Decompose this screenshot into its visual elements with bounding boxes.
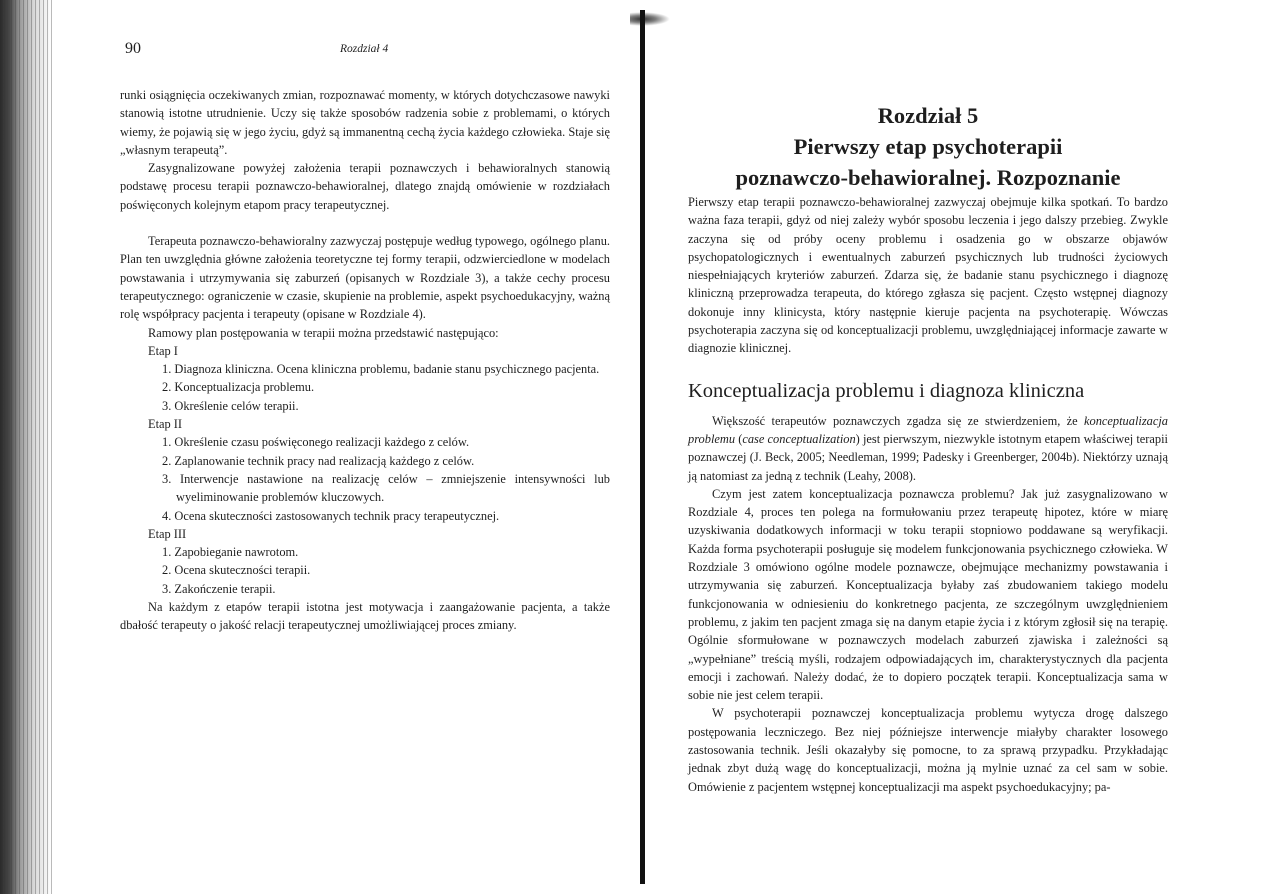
paragraph: runki osiągnięcia oczekiwanych zmian, rozpoznawać momenty, w których dotychczasowe nawyki stanowią istotne utrudnienie. Uczy się także sposobów radzenia sobie z problemami, o których wiemy, że pojawią się w jego życiu, gdyż są immanentną cechą życia każdego człowieka. Staje się „własnym terapeutą”. — [120, 88, 610, 157]
page-number: 90 — [125, 40, 141, 57]
scan-edge-shadow — [0, 0, 52, 894]
left-page — [120, 38, 610, 635]
left-body-text — [120, 86, 610, 635]
list-item: 3. Interwencje nastawione na realizację celów – zmniejszenie intensywności lub wyeliminowanie problemów kluczowych. — [162, 471, 610, 505]
paragraph — [688, 412, 1168, 485]
list-item: 3. Zakończenie terapii. — [162, 581, 276, 596]
stage-block — [120, 342, 610, 415]
chapter-heading — [688, 100, 1168, 193]
text-span: ) jest pierwszym, niezwykle istotnym etapem właściwej terapii poznawczej (J. Beck, 2005; Needleman, 1999; Padesky i Greenberger, 2004b). Niektórzy uznają ją natomiast za jedną z technik (Leahy, 2008). — [688, 431, 1168, 483]
stage-block — [120, 525, 610, 598]
chapter-title-line: Pierwszy etap psychoterapii — [793, 134, 1063, 159]
list-item: 2. Ocena skuteczności terapii. — [162, 563, 311, 578]
list-item: 3. Określenie celów terapii. — [162, 398, 299, 413]
running-title: Rozdział 4 — [340, 43, 389, 55]
paragraph: Zasygnalizowane powyżej założenia terapii poznawczych i behawioralnych stanowią podstawę procesu terapii poznawczo-behawioralnej, dlatego znajdą omówienie w rozdziałach poświęconych kolejnym etapom pracy terapeutycznej. — [120, 161, 610, 212]
italic-term: case conceptualization — [742, 431, 856, 446]
section-heading: Konceptualizacja problemu i diagnoza kliniczna — [688, 379, 1085, 402]
list-item: 2. Konceptualizacja problemu. — [162, 380, 315, 395]
paragraph: W psychoterapii poznawczej konceptualizacja problemu wytycza drogę dalszego postępowania leczniczego. Bez niej późniejsze interwencje miałyby charakter losowego zastosowania technik. Jeśli okazałyby się pomocne, to za sprawą przypadku. Przykładając jednak zbyt dużą wagę do konceptualizacji, można ją mylnie uznać za cel sam w sobie. Omówienie z pacjentem wstępnej konceptualizacji ma aspekt psychoedukacyjny; pa- — [688, 706, 1168, 794]
list-item: 4. Ocena skuteczności zastosowanych technik pracy terapeutycznej. — [162, 508, 500, 523]
text-span: Większość terapeutów poznawczych zgadza się ze stwierdzeniem, że — [712, 413, 1085, 428]
right-body-text — [688, 193, 1168, 796]
text-span: ( — [735, 431, 743, 446]
running-head — [120, 38, 610, 64]
stage-block — [120, 415, 610, 525]
list-item: 1. Określenie czasu poświęconego realizacji każdego z celów. — [162, 435, 470, 450]
paragraph: Czym jest zatem konceptualizacja poznawcza problemu? Jak już zasygnalizowano w Rozdziale 4, proces ten polega na formułowaniu przez terapeutę hipotez, które w miarę uzyskiwania dodatkowych informacji w toku terapii stopniowo poddawane są weryfikacji. Każda forma psychoterapii posługuje się modelem funkcjonowania psychicznego człowieka. W Rozdziale 3 omówiono ogólne modele poznawcze, obejmujące mechanizmy powstawania i utrzymywania się zaburzeń. Konceptualizacja byłaby zaś zbudowaniem takiego modelu funkcjonowania w odniesieniu do konkretnego pacjenta, ze szczególnym uwzględnieniem problemu, z jakim ten pacjent zmaga się na danym etapie życia i z którym zgłosił się na terapię. Ogólnie sformułowane w poznawczych modelach zaburzeń zjawiska i zależności są „wypełniane” treścią myśli, rodzajem odpowiadających im, charakterystycznych dla pacjenta emocji i zachowań. Należy dodać, że to dopiero początek terapii. Konceptualizacja sama w sobie nie jest celem terapii. — [688, 486, 1168, 703]
stage-title: Etap II — [148, 417, 183, 432]
stage-title: Etap III — [148, 526, 187, 541]
right-page — [688, 100, 1168, 796]
paragraph: Na każdym z etapów terapii istotna jest motywacja i zaangażowanie pacjenta, a także dbałość terapeuty o jakość relacji terapeutycznej umożliwiającej proces zmiany. — [120, 600, 610, 633]
spine-smudge — [630, 12, 670, 26]
list-item: 2. Zaplanowanie technik pracy nad realizacją każdego z celów. — [162, 453, 475, 468]
intro-paragraph: Pierwszy etap terapii poznawczo-behawioralnej zazwyczaj obejmuje kilka spotkań. To bardzo ważna faza terapii, gdyż od niej zależy wybór sposobu leczenia i jego dalszy przebieg. Zwykle zaczyna się od próby oceny problemu i osadzenia go w obszarze objawów psychopatologicznych i ewentualnych zaburzeń psychicznych lub trudności życiowych niespełniających kryteriów zaburzeń. Zdarza się, że badanie stanu psychicznego i diagnozę kliniczną przeprowadza terapeuta, do którego zgłasza się pacjent. Często wstępnej diagnozy dokonuje inny klinicysta, który następnie kieruje pacjenta na psychoterapię. Wówczas psychoterapia zaczyna się od konceptualizacji problemu, uwzględniającej informacje zawarte w diagnozie klinicznej. — [688, 195, 1168, 356]
book-spine-divider — [640, 10, 645, 884]
plan-intro: Ramowy plan postępowania w terapii można przedstawić następująco: — [148, 325, 499, 340]
chapter-label: Rozdział 5 — [877, 103, 979, 128]
list-item: 1. Diagnoza kliniczna. Ocena kliniczna problemu, badanie stanu psychicznego pacjenta. — [162, 362, 600, 377]
italic-term: konceptualizacja problemu — [688, 413, 1168, 446]
paragraph: Terapeuta poznawczo-behawioralny zazwyczaj postępuje według typowego, ogólnego planu. Plan ten uwzględnia główne założenia teoretyczne tej formy terapii, odzwierciedlone w modelach powstawania i utrzymywania się zaburzeń (opisanych w Rozdziale 3), a także cechy procesu terapeutycznego: ograniczenie w czasie, skupienie na problemie, aspekt psychoedukacyjny, ważną rolę współpracy pacjenta i terapeuty (opisane w Rozdziale 4). — [120, 234, 610, 322]
stage-title: Etap I — [148, 343, 178, 358]
chapter-title-line: poznawczo-behawioralnej. Rozpoznanie — [735, 165, 1121, 190]
list-item: 1. Zapobieganie nawrotom. — [162, 545, 299, 560]
